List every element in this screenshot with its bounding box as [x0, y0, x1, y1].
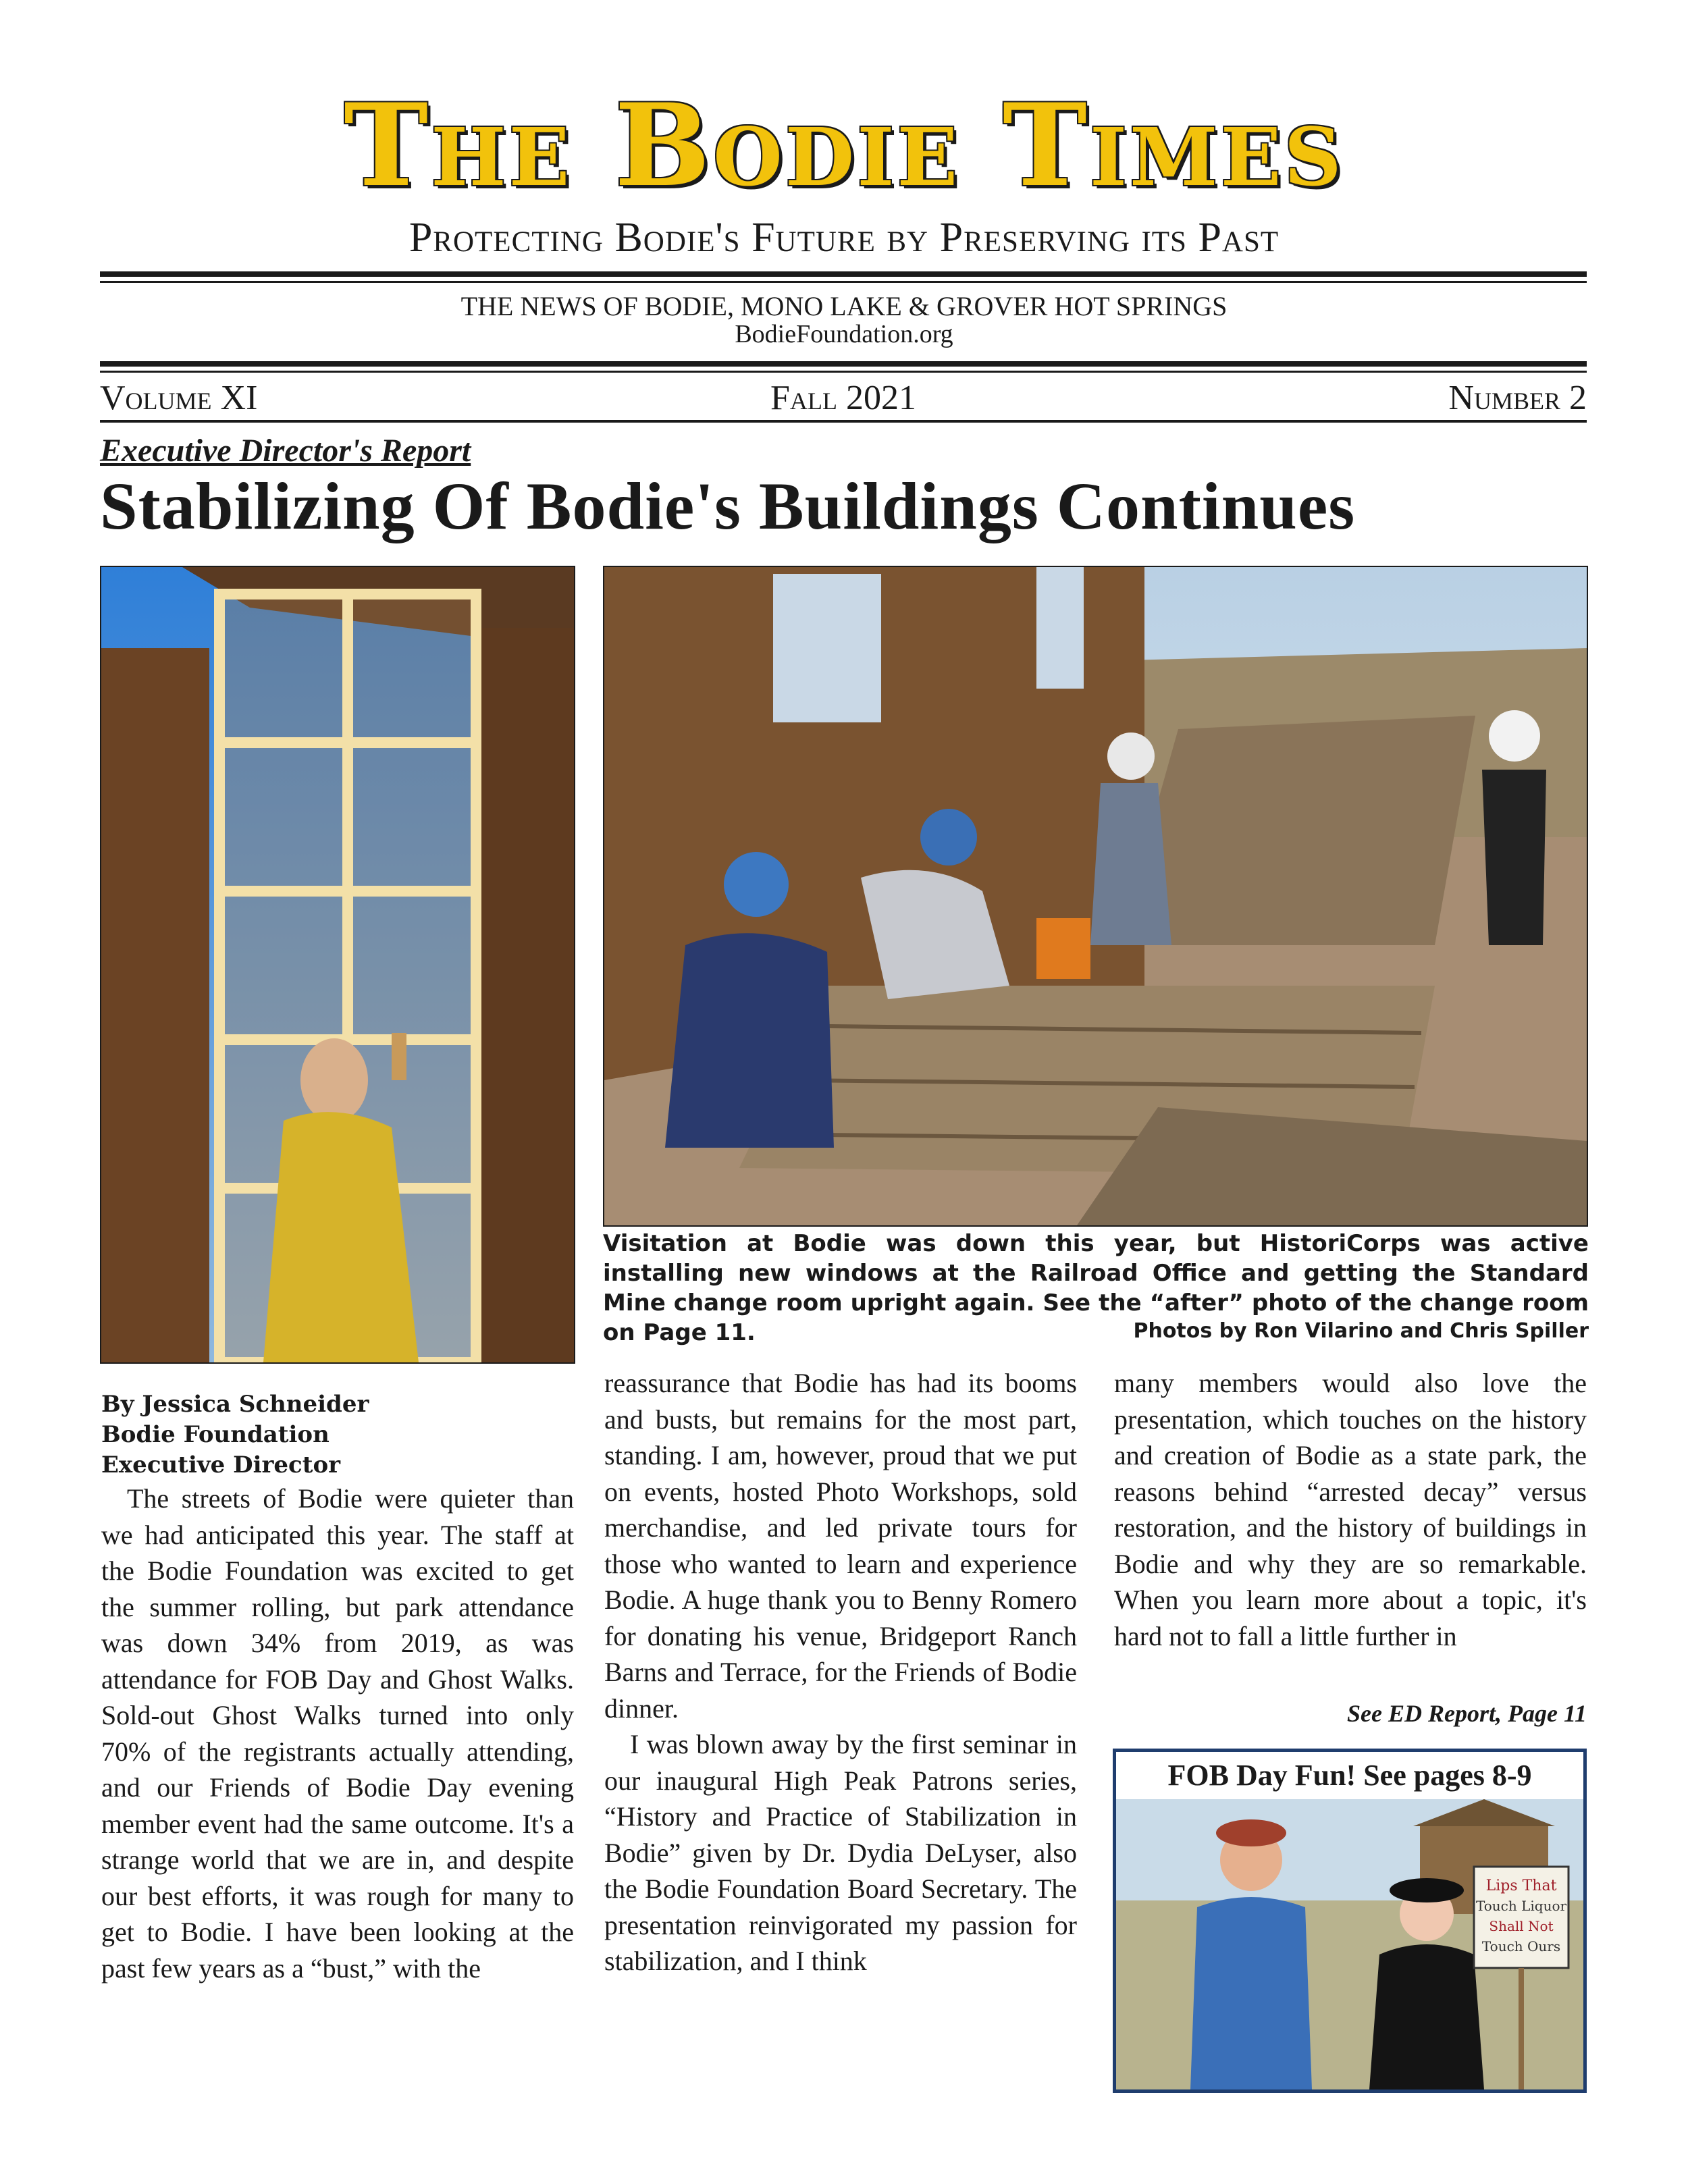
fob-day-title: FOB Day Fun! See pages 8-9 [1167, 1759, 1532, 1792]
crew-illustration [604, 567, 1587, 1225]
website: BodieFoundation.org [735, 320, 953, 348]
byline [101, 1389, 574, 1481]
issue-date: Fall 2021 [770, 379, 916, 417]
article-paragraph: many members would also love the presentation, which touches on the history and creation of Bodie as a state park, the reasons behind “arrested decay” versus restoration, and the history of buildings in Bodie and why they are so remarkable. When you learn more about a topic, it's hard not to fall a little further in [1114, 1368, 1587, 1651]
issue-rule-top [100, 361, 1587, 367]
article-paragraph: I was blown away by the first seminar in our inaugural High Peak Patrons series, “History and Practice of Stabilization in Bodie” given by Dr. Dydia DeLyser, also the Bodie Foundation Board Secretary. The presentation reinvigorated my passion for stabilization, and I think [604, 1729, 1077, 1976]
article-paragraph: The streets of Bodie were quieter than we had anticipated this year. The staff at the Bodie Foundation was excited to get the summer rolling, but park attendance was down 34% from 2019, as was attendance for FOB Day and Ghost Walks. Sold-out Ghost Walks turned into only 70% of the registrants actually attending, and our Friends of Bodie Day evening member event had the same outcome. It's a strange world that we are in, and despite our best efforts, it was rough for many to get to Bodie. I have been looking at the past few years as a “bust,” with the [101, 1483, 574, 1983]
byline-author: By Jessica Schneider [101, 1391, 369, 1418]
article-kicker: Executive Director's Report [100, 433, 471, 469]
article-headline: Stabilizing Of Bodie's Buildings Continues [100, 469, 1356, 543]
window-restoration-illustration [101, 567, 574, 1362]
newsline: THE NEWS OF BODIE, MONO LAKE & GROVER HOT SPRINGS [460, 291, 1228, 321]
issue-info-row [100, 378, 1587, 419]
masthead-rule-thin [100, 281, 1587, 283]
sign-line: Lips That [1485, 1877, 1557, 1894]
fob-day-sidebar [1113, 1749, 1587, 2093]
sign-line: Touch Liquor [1475, 1898, 1567, 1914]
window-restoration-photo [100, 566, 575, 1364]
issue-rule-top-thin [100, 371, 1587, 373]
sign-line: Touch Ours [1481, 1938, 1561, 1954]
byline-title: Executive Director [101, 1451, 341, 1479]
issue-rule-bottom [100, 420, 1587, 423]
column-1 [101, 1389, 574, 1986]
continued-reference: See ED Report, Page 11 [1347, 1700, 1587, 1727]
volume: Volume XI [100, 379, 258, 417]
byline-org: Bodie Foundation [101, 1421, 329, 1448]
column-3 [1114, 1365, 1587, 1654]
fob-day-photo [1116, 1799, 1583, 2089]
sign-line: Shall Not [1489, 1918, 1554, 1934]
tagline: Protecting Bodie's Future by Preserving its Past [408, 215, 1280, 261]
photo-credit: Photos by Ron Vilarino and Chris Spiller [1133, 1319, 1589, 1343]
article-paragraph: reassurance that Bodie has had its booms and busts, but remains for the most part, standing. I am, however, proud that we put on events, hosted Photo Workshops, sold merchandise, and led private tours for those who wanted to learn and experience Bodie. A huge thank you to Benny Romero for donating his venue, Bridgeport Ranch Barns and Terrace, for the Friends of Bodie dinner. [604, 1368, 1077, 1724]
masthead-rule-thick [100, 271, 1587, 277]
column-2 [604, 1365, 1077, 1979]
issue-number: Number 2 [1448, 379, 1587, 417]
photo-caption: Visitation at Bodie was down this year, but HistoriCorps was active installing new windows at the Railroad Office and getting the Standard Mine change room upright again. See the “after” photo of the change room on Page 11. [603, 1230, 1589, 1346]
historicorps-crew-photo [603, 566, 1588, 1227]
masthead-title: The Bodie Times [344, 78, 1344, 212]
